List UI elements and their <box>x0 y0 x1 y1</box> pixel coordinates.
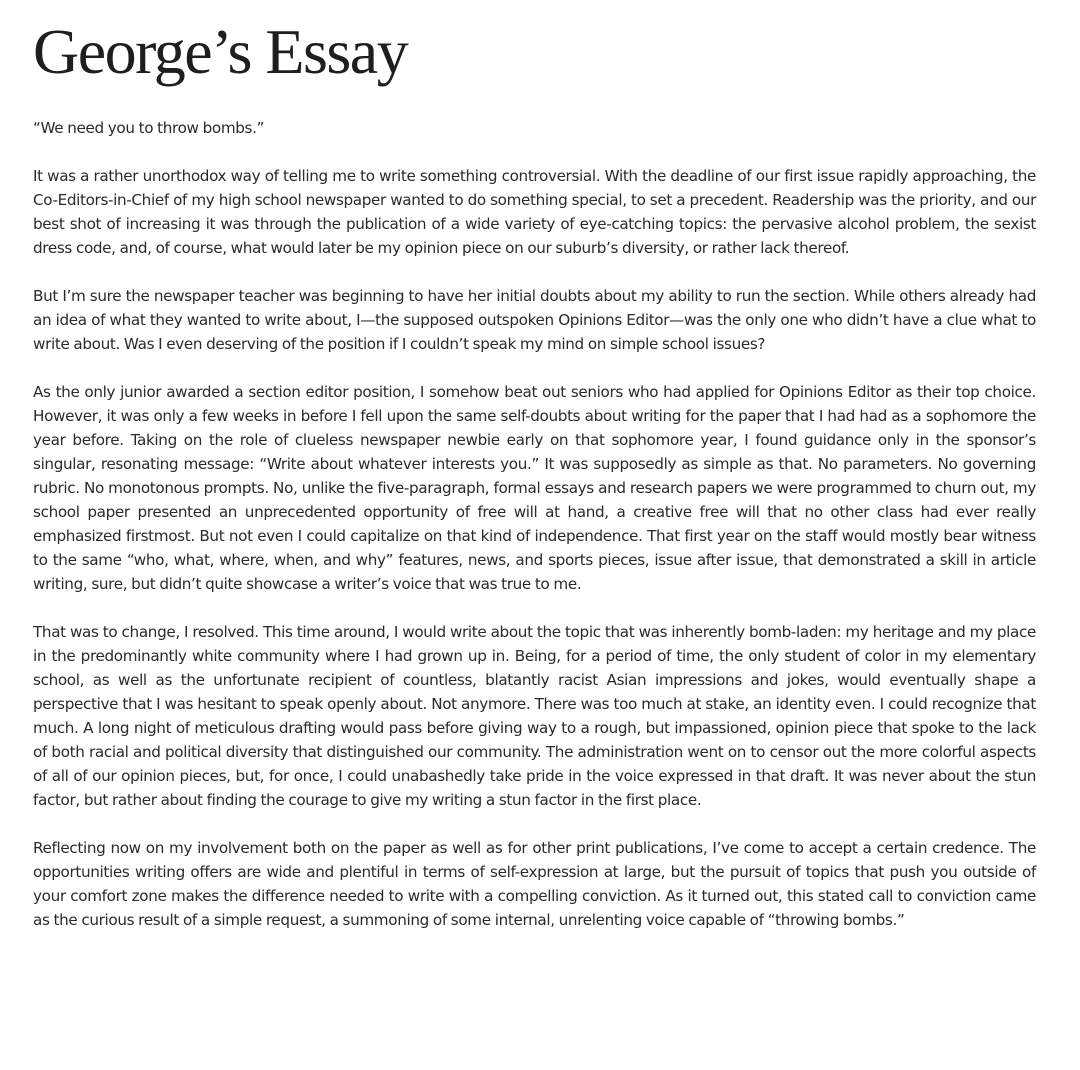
essay-paragraph-1: “We need you to throw bombs.” <box>33 119 265 137</box>
essay-paragraph-2: It was a rather unorthodox way of telling me to write something controversial. With the deadline of our first issue rapidly approaching, the Co-Editors-in-Chief of my high school newspaper wanted to do something special, to set a precedent. Readership was the priority, and our best shot of increasing it was through the publication of a wide variety of eye-catching topics: the pervasive alcohol problem, the sexist dress code, and, of course, what would later be my opinion piece on our suburb’s diversity, or rather lack thereof. <box>33 167 1036 257</box>
essay-paragraph-4: As the only junior awarded a section editor position, I somehow beat out seniors who had applied for Opinions Editor as their top choice. However, it was only a few weeks in before I fell upon the same self-doubts about writing for the paper that I had had as a sophomore the year before. Taking on the role of clueless newspaper newbie early on that sophomore year, I found guidance only in the sponsor’s singular, resonating message: “Write about whatever interests you.” It was supposedly as simple as that. No parameters. No governing rubric. No monotonous prompts. No, unlike the five-paragraph, formal essays and research papers we were programmed to churn out, my school paper presented an unprecedented opportunity of free will at hand, a creative free will that no other class had ever really emphasized firstmost. But not even I could capitalize on that kind of independence. That first year on the staff would mostly bear witness to the same “who, what, where, when, and why” features, news, and sports pieces, issue after issue, that demonstrated a skill in article writing, sure, but didn’t quite showcase a writer’s voice that was true to me. <box>33 383 1036 593</box>
essay-paragraph-3: But I’m sure the newspaper teacher was beginning to have her initial doubts about my ability to run the section. While others already had an idea of what they wanted to write about, I—the supposed outspoken Opinions Editor—was the only one who didn’t have a clue what to write about. Was I even deserving of the position if I couldn’t speak my mind on simple school issues? <box>33 287 1036 353</box>
page-title: George’s Essay <box>33 16 408 87</box>
essay-body <box>33 116 1036 956</box>
essay-paragraph-6: Reflecting now on my involvement both on the paper as well as for other print publications, I’ve come to accept a certain credence. The opportunities writing offers are wide and plentiful in terms of self-expression at large, but the pursuit of topics that push you outside of your comfort zone makes the difference needed to write with a compelling conviction. As it turned out, this stated call to conviction came as the curious result of a simple request, a summoning of some internal, unrelenting voice capable of “throwing bombs.” <box>33 839 1036 929</box>
essay-paragraph-5: That was to change, I resolved. This time around, I would write about the topic that was inherently bomb-laden: my heritage and my place in the predominantly white community where I had grown up in. Being, for a period of time, the only student of color in my elementary school, as well as the unfortunate recipient of countless, blatantly racist Asian impressions and jokes, would eventually shape a perspective that I was hesitant to speak openly about. Not anymore. There was too much at stake, an identity even. I could recognize that much. A long night of meticulous drafting would pass before giving way to a rough, but impassioned, opinion piece that spoke to the lack of both racial and political diversity that distinguished our community. The administration went on to censor out the more colorful aspects of all of our opinion pieces, but, for once, I could unabashedly take pride in the voice expressed in that draft. It was never about the stun factor, but rather about finding the courage to give my writing a stun factor in the first place. <box>33 623 1036 809</box>
